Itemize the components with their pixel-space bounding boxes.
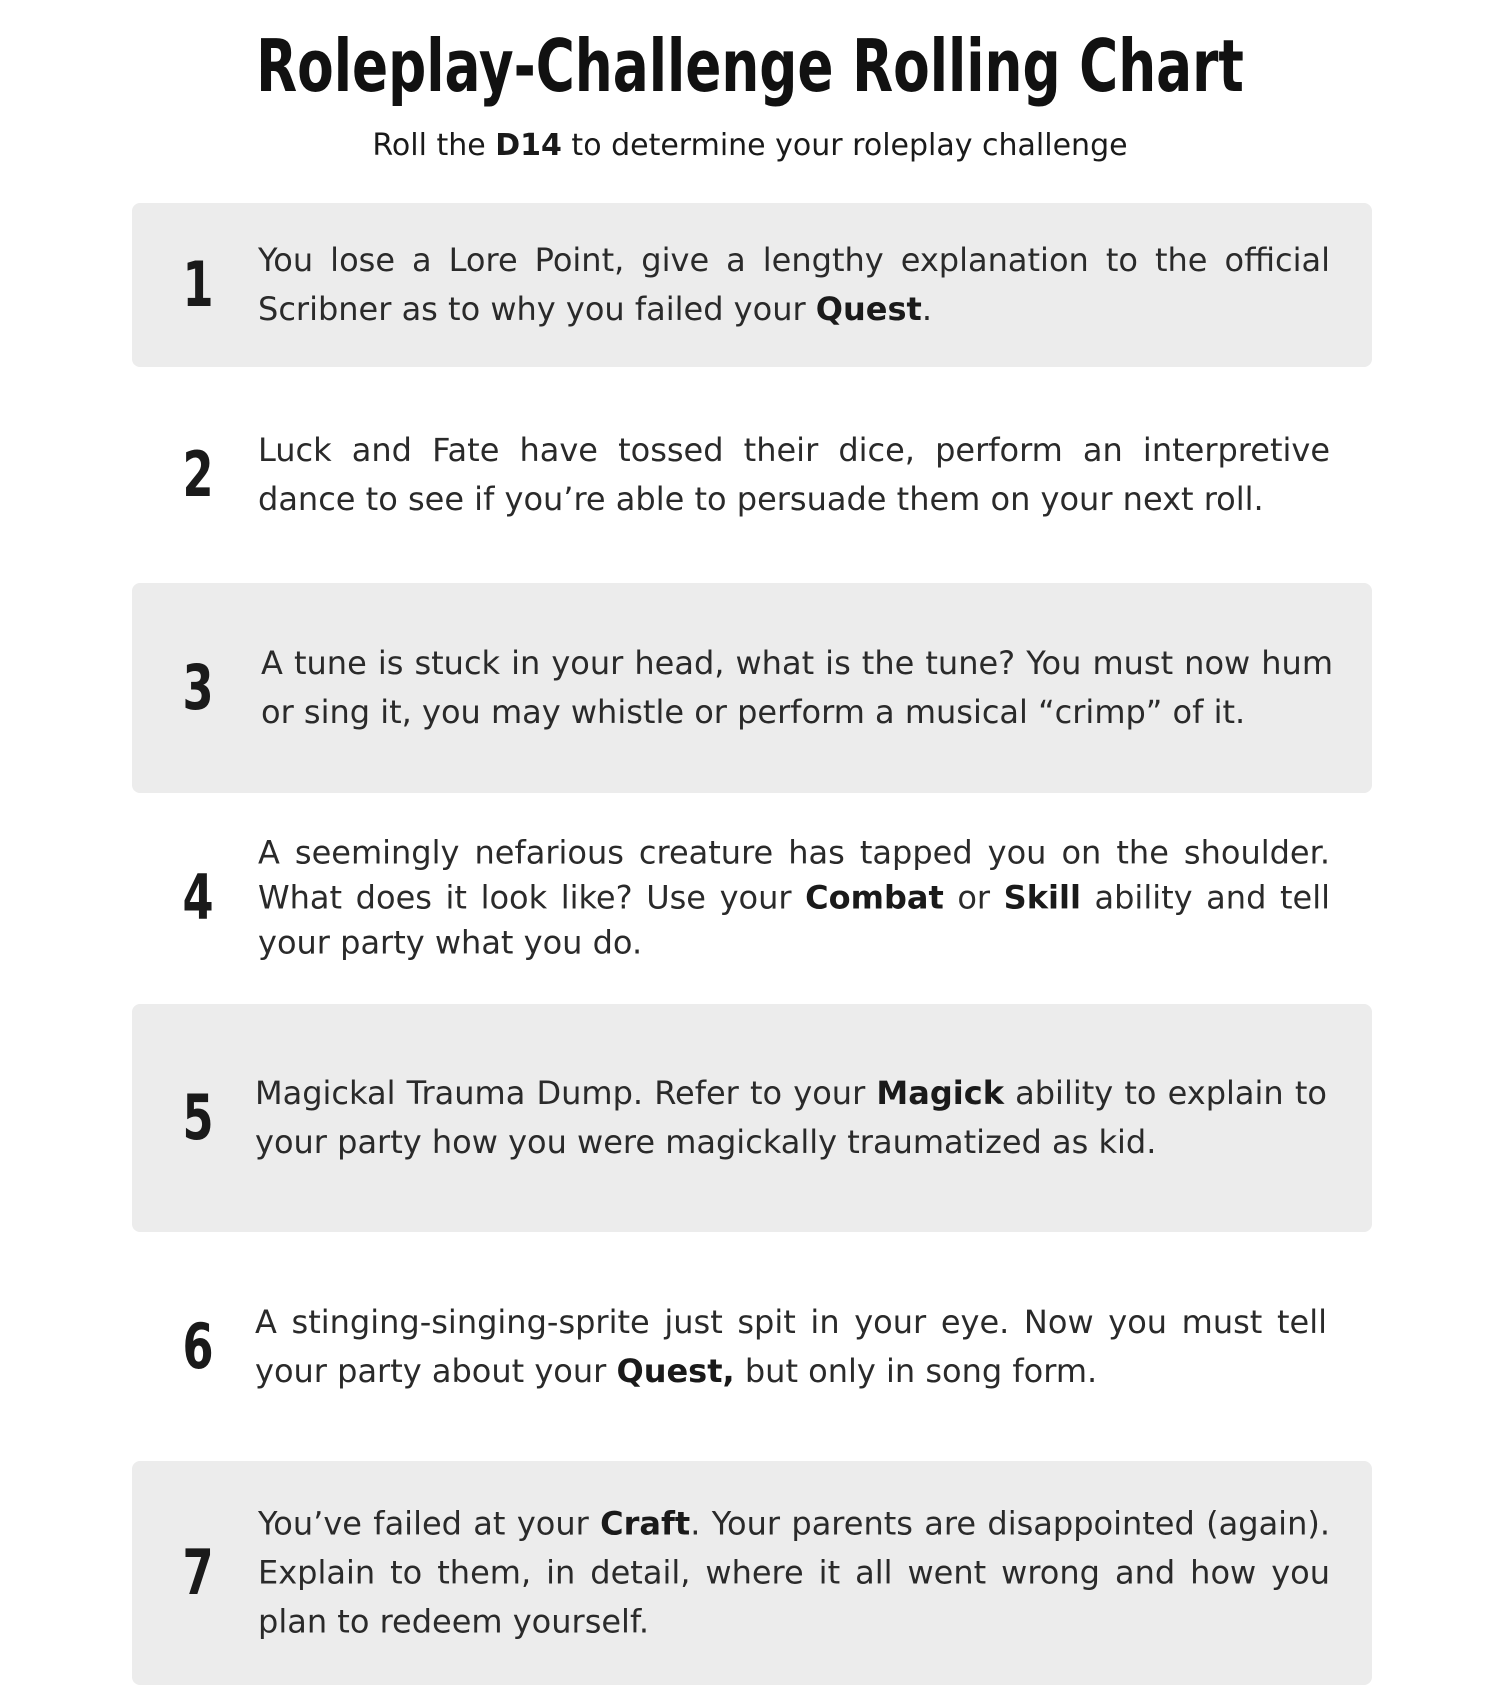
text-run: You’ve failed at your — [258, 1504, 601, 1543]
challenge-text — [255, 1069, 1327, 1167]
emphasis-term: Magick — [876, 1074, 1004, 1112]
challenge-text — [258, 1500, 1330, 1647]
challenge-text — [258, 426, 1330, 524]
emphasis-term: Combat — [805, 878, 944, 917]
text-run: or — [943, 878, 1004, 917]
subtitle-prefix: Roll the — [372, 128, 496, 163]
challenge-row-7 — [132, 1461, 1372, 1685]
text-run: ability to explain to your party how you were magickally traumatized as kid. — [255, 1074, 1328, 1161]
challenge-text — [258, 236, 1330, 334]
text-run: . Your parents are disappointed (again). Explain to them, in detail, where it all went wrong and how you plan to redeem yourself. — [258, 1504, 1331, 1641]
page-subtitle — [0, 126, 1500, 166]
text-run: . — [921, 290, 932, 328]
challenge-row-1 — [132, 203, 1372, 367]
emphasis-term: Quest, — [616, 1352, 735, 1390]
roll-number: 2 — [182, 438, 214, 511]
text-run: ability and tell your party what you do. — [258, 878, 1331, 962]
text-run: A stinging-singing-sprite just spit in your eye. Now you must tell your party about your — [255, 1303, 1327, 1390]
roll-number: 7 — [182, 1536, 214, 1609]
emphasis-term: Craft — [600, 1504, 691, 1543]
roll-number: 3 — [182, 651, 214, 724]
challenge-row-3 — [132, 583, 1372, 793]
text-run: You lose a Lore Point, give a lengthy explanation to the official Scribner as to why you failed your — [258, 241, 1330, 328]
roll-number: 4 — [182, 861, 214, 934]
challenge-text — [255, 1298, 1327, 1396]
text-run: but only in song form. — [734, 1352, 1098, 1390]
subtitle-suffix: to determine your roleplay challenge — [561, 128, 1128, 163]
text-run: Magickal Trauma Dump. Refer to your — [255, 1074, 877, 1112]
roll-number: 6 — [182, 1310, 214, 1383]
page-title: Roleplay-Challenge Rolling Chart — [256, 24, 1244, 108]
roll-number: 5 — [182, 1081, 214, 1154]
challenge-text — [261, 639, 1333, 737]
subtitle-die: D14 — [495, 128, 562, 163]
challenge-row-5 — [132, 1004, 1372, 1232]
text-run: A tune is stuck in your head, what is the tune? You must now hum or sing it, you may whistle or perform a musical “crimp” of it. — [261, 644, 1333, 731]
challenge-row-6 — [132, 1250, 1372, 1444]
roll-number: 1 — [182, 248, 214, 321]
emphasis-term: Quest — [815, 290, 922, 328]
challenge-text — [258, 831, 1330, 966]
emphasis-term: Skill — [1003, 878, 1081, 917]
challenge-row-4 — [132, 806, 1372, 990]
text-run: Luck and Fate have tossed their dice, perform an interpretive dance to see if you’re able to persuade them on your next roll. — [258, 431, 1330, 518]
challenge-row-2 — [132, 383, 1372, 567]
text-run: A seemingly nefarious creature has tapped you on the shoulder. What does it look like? Use your — [258, 833, 1330, 917]
